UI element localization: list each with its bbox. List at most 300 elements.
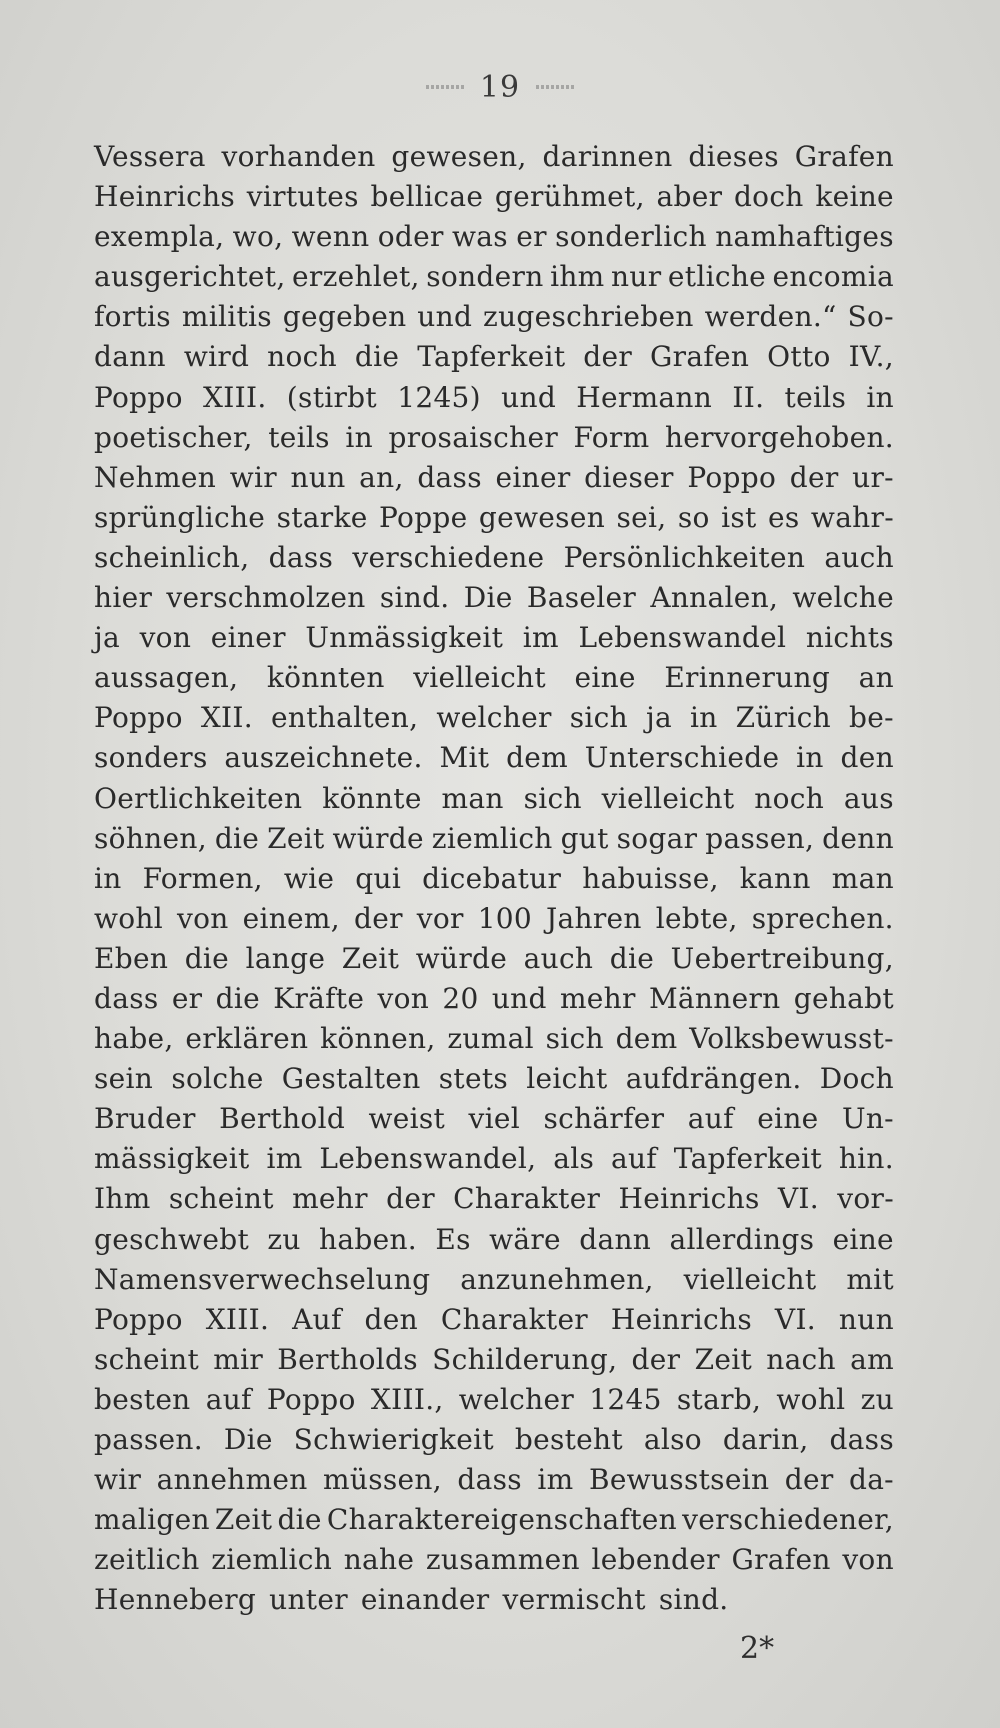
word: passen.	[94, 1423, 203, 1456]
word: Zeit	[214, 1503, 273, 1537]
word: der	[386, 1182, 435, 1216]
word: können,	[320, 1022, 436, 1056]
word: von	[177, 901, 229, 935]
word: vielleicht	[683, 1262, 817, 1296]
word: starb,	[676, 1382, 762, 1416]
word: leicht	[526, 1062, 608, 1096]
word: der	[784, 1463, 834, 1497]
word: an	[858, 661, 894, 695]
word: Otto	[767, 340, 831, 374]
text-line	[94, 1380, 894, 1420]
word: enthalten,	[271, 701, 419, 735]
word: Poppo	[94, 701, 183, 735]
word: Grafen	[794, 140, 894, 173]
word: Charaktereigenschaften	[326, 1503, 677, 1537]
text-line	[94, 538, 894, 578]
word: mässigkeit	[94, 1142, 250, 1176]
word: sich	[523, 781, 582, 815]
word: wohl	[776, 1382, 846, 1416]
word: zeitlich	[94, 1543, 200, 1577]
word: Gestalten	[281, 1062, 421, 1096]
word: sind.	[379, 581, 450, 615]
word: den	[840, 741, 894, 775]
text-line	[94, 1300, 894, 1340]
word: nur	[611, 260, 662, 294]
word: Poppo	[687, 460, 777, 494]
word: Heinrichs	[94, 180, 236, 214]
word: Heinrichs	[618, 1182, 760, 1216]
word: sondern	[426, 260, 544, 294]
word: dann	[94, 340, 166, 374]
word: mit	[846, 1262, 894, 1296]
word: II.	[732, 380, 765, 414]
text-line	[94, 297, 894, 337]
word: wäre	[489, 1222, 561, 1256]
text-line	[94, 1179, 894, 1219]
word: ausgerichtet,	[94, 260, 286, 294]
word: verschmolzen	[166, 581, 366, 615]
word: sogar	[616, 821, 698, 855]
word: da-	[848, 1463, 894, 1497]
word: Tapferkeit	[417, 340, 566, 374]
word: was	[451, 220, 508, 254]
word: die	[184, 941, 230, 975]
word: vorhanden	[221, 140, 376, 173]
word: Nehmen	[94, 460, 217, 494]
word: So-	[847, 300, 894, 334]
word: an,	[359, 460, 404, 494]
word: ja	[94, 621, 120, 655]
word: der	[631, 1342, 681, 1376]
word: militis	[181, 300, 272, 334]
word: dass	[417, 460, 482, 494]
word: lebender	[591, 1543, 720, 1577]
page-number: 19	[479, 69, 521, 105]
word: sprüngliche	[94, 500, 266, 534]
word: nichts	[805, 621, 894, 655]
text-line	[94, 137, 894, 177]
word: einer	[210, 621, 286, 655]
word: einander	[360, 1583, 490, 1617]
text-line	[94, 859, 894, 899]
word: wahr-	[810, 500, 894, 534]
word: Zeit	[267, 821, 325, 855]
word: gehabt	[793, 981, 894, 1015]
word: lange	[245, 941, 326, 975]
word: VI.	[774, 1302, 817, 1336]
word: keine	[815, 180, 894, 214]
word: sprechen.	[751, 901, 894, 935]
word: zusammen	[425, 1543, 580, 1577]
word: teils	[268, 420, 330, 454]
word: Zürich	[735, 701, 831, 735]
word: virtutes	[246, 180, 359, 214]
word: Lebenswandel	[578, 621, 787, 655]
word: dem	[506, 741, 569, 775]
word: gerühmet,	[494, 180, 645, 214]
word: Schwierigkeit	[293, 1423, 494, 1456]
word: 1245)	[397, 380, 481, 414]
word: den	[364, 1302, 418, 1336]
text-line	[94, 1019, 894, 1059]
word: Kräfte	[273, 981, 365, 1015]
word: als	[553, 1142, 595, 1176]
word: Poppo	[94, 1302, 183, 1336]
word: Annalen,	[650, 581, 779, 615]
word: besteht	[514, 1423, 623, 1456]
word: man	[441, 781, 504, 815]
word: Hermann	[576, 380, 713, 414]
word: wie	[283, 861, 335, 895]
word: weist	[368, 1102, 446, 1136]
word: auf	[687, 1102, 734, 1136]
word: im	[522, 621, 559, 655]
word: sonderlich	[555, 220, 707, 254]
word: dicebatur	[422, 861, 562, 895]
word: er	[171, 981, 203, 1015]
word: ist	[721, 500, 757, 534]
text-line	[94, 698, 894, 738]
word: starke	[276, 500, 368, 534]
text-line	[94, 779, 894, 819]
word: scheint	[94, 1342, 199, 1376]
word: IV.,	[848, 340, 894, 374]
word: stets	[438, 1062, 509, 1096]
word: sind.	[658, 1583, 729, 1617]
word: Volksbewusst-	[689, 1022, 894, 1056]
word: ziemlich	[211, 1543, 333, 1577]
word: doch	[733, 180, 804, 214]
word: viel	[468, 1102, 521, 1136]
word: in	[690, 701, 718, 735]
word: 1245	[589, 1382, 662, 1416]
word: fortis	[94, 300, 171, 334]
word: in	[94, 861, 122, 895]
word: mir	[213, 1342, 264, 1376]
word: müssen,	[323, 1463, 442, 1497]
word: vor	[416, 901, 464, 935]
word: wir	[94, 1463, 142, 1497]
word: Auf	[292, 1302, 342, 1336]
word: Charakter	[453, 1182, 601, 1216]
word: auf	[610, 1142, 657, 1176]
word: von	[377, 981, 430, 1015]
text-line	[94, 418, 894, 458]
word: dass	[268, 540, 334, 574]
word: namhaftiges	[715, 220, 894, 254]
header-dash-left	[426, 85, 464, 89]
signature-mark: 2*	[740, 1631, 775, 1666]
word: welche	[792, 581, 894, 615]
word: Erinnerung	[664, 661, 831, 695]
word: zugeschrieben	[483, 300, 694, 334]
word: denn	[822, 821, 894, 855]
word: und	[491, 981, 547, 1015]
text-line	[94, 899, 894, 939]
word: eine	[574, 661, 636, 695]
text-line	[94, 1500, 894, 1540]
word: gut	[560, 821, 609, 855]
word: XIII.	[205, 1302, 270, 1336]
text-line	[94, 1099, 894, 1139]
word: XIII.	[203, 380, 267, 414]
word: so	[677, 500, 710, 534]
word: Zeit	[694, 1342, 752, 1376]
word: nun	[290, 460, 346, 494]
word: Unterschiede	[584, 741, 780, 775]
word: Mit	[439, 741, 490, 775]
word: gegeben	[282, 300, 407, 334]
word: von	[842, 1543, 894, 1577]
word: Bertholds	[277, 1342, 418, 1376]
text-line	[94, 378, 894, 418]
text-line	[94, 1220, 894, 1260]
word: qui	[355, 861, 402, 895]
word: wohl	[94, 901, 164, 935]
word: in	[345, 420, 373, 454]
word: noch	[754, 781, 825, 815]
word: dass	[94, 981, 159, 1015]
text-line	[94, 177, 894, 217]
word: Form	[573, 420, 650, 454]
text-line	[94, 578, 894, 618]
word: unter	[269, 1583, 348, 1617]
word: darin,	[722, 1423, 809, 1456]
word: gewesen,	[391, 140, 527, 173]
word: eine	[757, 1102, 819, 1136]
word: er	[516, 220, 547, 254]
word: Uebertreibung,	[670, 941, 894, 975]
word: vielleicht	[601, 781, 735, 815]
text-line	[94, 217, 894, 257]
word: auszeichnete.	[224, 741, 423, 775]
word: habuisse,	[582, 861, 719, 895]
word: Eben	[94, 941, 169, 975]
text-line	[94, 658, 894, 698]
word: sonders	[94, 741, 208, 775]
word: mehr	[559, 981, 636, 1015]
word: einem,	[242, 901, 340, 935]
word: wo,	[232, 220, 284, 254]
text-line	[94, 498, 894, 538]
word: besten	[94, 1382, 191, 1416]
word: wir	[229, 460, 277, 494]
word: welcher	[458, 1382, 575, 1416]
word: solche	[171, 1062, 264, 1096]
word: ur-	[852, 460, 894, 494]
word: Tapferkeit	[673, 1142, 822, 1176]
word: und	[417, 300, 473, 334]
word: Männern	[648, 981, 781, 1015]
word: gewesen	[478, 500, 606, 534]
word: die	[354, 340, 400, 374]
word: teils	[784, 380, 847, 414]
text-line	[94, 1580, 894, 1620]
word: vielleicht	[413, 661, 546, 695]
word: auch	[523, 941, 594, 975]
word: der	[583, 340, 633, 374]
word: geschwebt	[94, 1222, 249, 1256]
word: Poppo	[266, 1382, 356, 1416]
word: zu	[267, 1222, 301, 1256]
text-line	[94, 337, 894, 377]
word: noch	[267, 340, 337, 374]
word: die	[277, 1503, 322, 1537]
word: kann	[739, 861, 811, 895]
word: scheinlich,	[94, 540, 250, 574]
word: wenn	[291, 220, 370, 254]
word: scheint	[168, 1182, 274, 1216]
word: Un-	[841, 1102, 894, 1136]
word: lebte,	[655, 901, 738, 935]
word: encomia	[772, 260, 894, 294]
word: aussagen,	[94, 661, 239, 695]
word: erzehlet,	[292, 260, 420, 294]
word: Poppe	[379, 500, 468, 534]
word: VI.	[777, 1182, 819, 1216]
word: also	[643, 1423, 702, 1456]
word: söhnen,	[94, 821, 207, 855]
word: etliche	[667, 260, 767, 294]
word: in	[796, 741, 824, 775]
word: Baseler	[526, 581, 637, 615]
word: verschiedener,	[682, 1503, 894, 1537]
word: XIII.,	[370, 1382, 444, 1416]
word: oder	[377, 220, 444, 254]
word: eine	[832, 1222, 894, 1256]
word: aus	[843, 781, 894, 815]
word: Persönlichkeiten	[563, 540, 806, 574]
word: einer	[495, 460, 571, 494]
text-line	[94, 1420, 894, 1460]
word: zumal	[447, 1022, 534, 1056]
word: dass	[829, 1423, 894, 1456]
word: ihm	[550, 260, 605, 294]
word: anzunehmen,	[460, 1262, 654, 1296]
word: auf	[205, 1382, 252, 1416]
word: zu	[860, 1382, 894, 1416]
word: es	[767, 500, 800, 534]
text-line	[94, 738, 894, 778]
word: Grafen	[650, 340, 750, 374]
text-line	[94, 458, 894, 498]
text-line	[94, 618, 894, 658]
word: wird	[183, 340, 250, 374]
page-header	[0, 62, 1000, 112]
text-line	[94, 1260, 894, 1300]
text-line	[94, 1540, 894, 1580]
header-dash-right	[536, 85, 574, 89]
word: Schilderung,	[432, 1342, 618, 1376]
word: exempla,	[94, 220, 225, 254]
word: sich	[569, 701, 628, 735]
word: (stirbt	[286, 380, 377, 414]
word: Lebenswandel,	[319, 1142, 537, 1176]
word: sich	[545, 1022, 604, 1056]
word: am	[850, 1342, 894, 1376]
word: verschiedene	[352, 540, 545, 574]
word: schärfer	[543, 1102, 665, 1136]
word: im	[537, 1463, 574, 1497]
word: bellicae	[370, 180, 484, 214]
text-line	[94, 1460, 894, 1500]
word: Unmässigkeit	[305, 621, 504, 655]
word: Die	[463, 581, 513, 615]
word: hin.	[838, 1142, 894, 1176]
word: im	[266, 1142, 303, 1176]
word: passen,	[705, 821, 815, 855]
word: Formen,	[142, 861, 263, 895]
word: welcher	[436, 701, 552, 735]
word: ziemlich	[431, 821, 553, 855]
word: die	[215, 981, 260, 1015]
word: erklären	[185, 1022, 309, 1056]
word: die	[609, 941, 655, 975]
word: Ihm	[94, 1182, 151, 1216]
word: Zeit	[341, 941, 400, 975]
word: Charakter	[440, 1302, 588, 1336]
word: auch	[824, 540, 894, 574]
word: Bruder	[94, 1102, 196, 1136]
body-text	[94, 137, 894, 1620]
word: ja	[645, 701, 672, 735]
text-line	[94, 939, 894, 979]
word: dass	[457, 1463, 522, 1497]
word: dieser	[584, 460, 674, 494]
word: Henneberg	[94, 1583, 257, 1617]
word: maligen	[94, 1503, 210, 1537]
word: Berthold	[219, 1102, 346, 1136]
word: Oertlichkeiten	[94, 781, 303, 815]
word: habe,	[94, 1022, 174, 1056]
word: annehmen	[156, 1463, 308, 1497]
word: nahe	[343, 1543, 415, 1577]
word: poetischer,	[94, 420, 253, 454]
word: aufdrängen.	[625, 1062, 802, 1096]
text-line	[94, 1059, 894, 1099]
word: in	[866, 380, 894, 414]
word: der	[789, 460, 839, 494]
word: könnte	[322, 781, 422, 815]
word: würde	[332, 821, 424, 855]
word: nun	[838, 1302, 894, 1336]
word: aber	[656, 180, 723, 214]
word: 20	[442, 981, 479, 1015]
text-line	[94, 1340, 894, 1380]
word: dem	[615, 1022, 678, 1056]
word: Poppo	[94, 380, 183, 414]
word: darinnen	[542, 140, 673, 173]
word: sein	[94, 1062, 154, 1096]
word: prosaischer	[388, 420, 559, 454]
word: werden.“	[704, 300, 837, 334]
word: mehr	[292, 1182, 368, 1216]
word: vermischt	[502, 1583, 646, 1617]
text-line	[94, 1139, 894, 1179]
text-line	[94, 257, 894, 297]
word: sei,	[616, 500, 667, 534]
word: Jahren	[546, 901, 642, 935]
word: von	[139, 621, 192, 655]
word: Namensverwechselung	[94, 1262, 431, 1296]
word: Doch	[819, 1062, 894, 1096]
text-line	[94, 979, 894, 1019]
word: nach	[766, 1342, 836, 1376]
word: und	[501, 380, 557, 414]
word: dieses	[688, 140, 779, 173]
word: hervorgehoben.	[664, 420, 894, 454]
word: man	[831, 861, 894, 895]
